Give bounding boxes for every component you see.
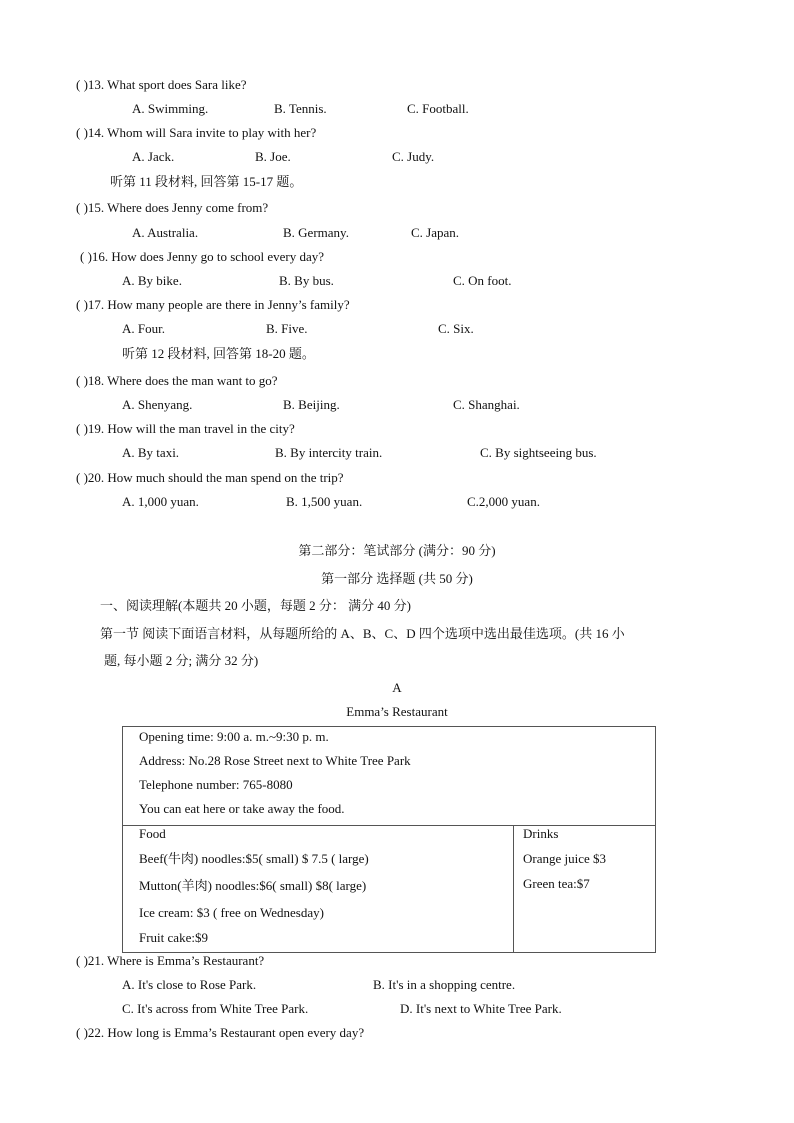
section1-instruction-line2: 题, 每小题 2 分; 满分 32 分) bbox=[104, 653, 259, 668]
choice-section-title: 第一部分 选择题 (共 50 分) bbox=[321, 571, 473, 586]
question-14-option-c: C. Judy. bbox=[392, 149, 435, 164]
question-18-option-a: A. Shenyang. bbox=[122, 397, 193, 412]
question-19-option-a: A. By taxi. bbox=[122, 445, 180, 460]
drinks-header: Drinks bbox=[523, 826, 559, 841]
question-14-stem: ( )14. Whom will Sara invite to play with her? bbox=[76, 125, 317, 140]
question-16-option-a: A. By bike. bbox=[122, 273, 182, 288]
question-20-option-c: C.2,000 yuan. bbox=[467, 494, 540, 509]
question-15-option-c: C. Japan. bbox=[411, 225, 460, 240]
opening-time: Opening time: 9:00 a. m.~9:30 p. m. bbox=[139, 729, 329, 744]
food-item: Ice cream: $3 ( free on Wednesday) bbox=[139, 905, 324, 920]
question-20-option-a: A. 1,000 yuan. bbox=[122, 494, 199, 509]
restaurant-info-cell bbox=[123, 727, 656, 826]
passage-title: Emma’s Restaurant bbox=[346, 704, 448, 719]
restaurant-info-table bbox=[122, 726, 656, 953]
question-13-option-a: A. Swimming. bbox=[132, 101, 209, 116]
question-13-option-c: C. Football. bbox=[407, 101, 469, 116]
question-19-stem: ( )19. How will the man travel in the city? bbox=[76, 421, 295, 436]
question-21-option-d: D. It's next to White Tree Park. bbox=[400, 1001, 562, 1016]
question-20-stem: ( )20. How much should the man spend on the trip? bbox=[76, 470, 344, 485]
address: Address: No.28 Rose Street next to White Tree Park bbox=[139, 753, 411, 768]
question-15-option-b: B. Germany. bbox=[283, 225, 349, 240]
question-22-stem: ( )22. How long is Emma’s Restaurant open every day? bbox=[76, 1025, 365, 1040]
section1-instruction-line1: 第一节 阅读下面语言材料，从每题所给的 A、B、C、D 四个选项中选出最佳选项。(共 16 小 bbox=[100, 626, 625, 641]
question-17-option-a: A. Four. bbox=[122, 321, 165, 336]
food-cell bbox=[123, 826, 514, 953]
question-15-option-a: A. Australia. bbox=[132, 225, 199, 240]
question-18-option-c: C. Shanghai. bbox=[453, 397, 520, 412]
listening-instruction-12: 听第 12 段材料, 回答第 18-20 题。 bbox=[122, 346, 315, 361]
food-header: Food bbox=[139, 826, 166, 841]
question-13-option-b: B. Tennis. bbox=[274, 101, 327, 116]
question-19-option-c: C. By sightseeing bus. bbox=[480, 445, 597, 460]
food-item: Beef(牛肉) noodles:$5( small) $ 7.5 ( large) bbox=[139, 851, 369, 866]
question-21-option-a: A. It's close to Rose Park. bbox=[122, 977, 257, 992]
question-14-option-b: B. Joe. bbox=[255, 149, 291, 164]
question-14-option-a: A. Jack. bbox=[132, 149, 175, 164]
question-21-stem: ( )21. Where is Emma’s Restaurant? bbox=[76, 953, 265, 968]
telephone: Telephone number: 765-8080 bbox=[139, 777, 293, 792]
drinks-cell bbox=[514, 826, 656, 953]
question-21-option-b: B. It's in a shopping centre. bbox=[373, 977, 516, 992]
question-18-option-b: B. Beijing. bbox=[283, 397, 340, 412]
question-16-option-c: C. On foot. bbox=[453, 273, 512, 288]
food-item: Fruit cake:$9 bbox=[139, 930, 208, 945]
question-16-option-b: B. By bus. bbox=[279, 273, 334, 288]
passage-letter: A bbox=[392, 680, 402, 695]
question-17-option-b: B. Five. bbox=[266, 321, 308, 336]
written-part-title: 第二部分：笔试部分 (满分：90 分) bbox=[298, 543, 496, 558]
question-18-stem: ( )18. Where does the man want to go? bbox=[76, 373, 278, 388]
eat-in-takeaway-note: You can eat here or take away the food. bbox=[139, 801, 345, 816]
question-17-option-c: C. Six. bbox=[438, 321, 474, 336]
question-21-option-c: C. It's across from White Tree Park. bbox=[122, 1001, 309, 1016]
question-19-option-b: B. By intercity train. bbox=[275, 445, 383, 460]
drink-item: Green tea:$7 bbox=[523, 876, 590, 891]
question-17-stem: ( )17. How many people are there in Jenny’s family? bbox=[76, 297, 350, 312]
question-13-stem: ( )13. What sport does Sara like? bbox=[76, 77, 247, 92]
question-20-option-b: B. 1,500 yuan. bbox=[286, 494, 363, 509]
listening-instruction-11: 听第 11 段材料, 回答第 15-17 题。 bbox=[110, 174, 303, 189]
drink-item: Orange juice $3 bbox=[523, 851, 607, 866]
question-15-stem: ( )15. Where does Jenny come from? bbox=[76, 200, 269, 215]
reading-heading: 一、阅读理解(本题共 20 小题，每题 2 分： 满分 40 分) bbox=[100, 598, 411, 613]
question-16-stem: ( )16. How does Jenny go to school every day? bbox=[80, 249, 325, 264]
food-item: Mutton(羊肉) noodles:$6( small) $8( large) bbox=[139, 878, 367, 893]
